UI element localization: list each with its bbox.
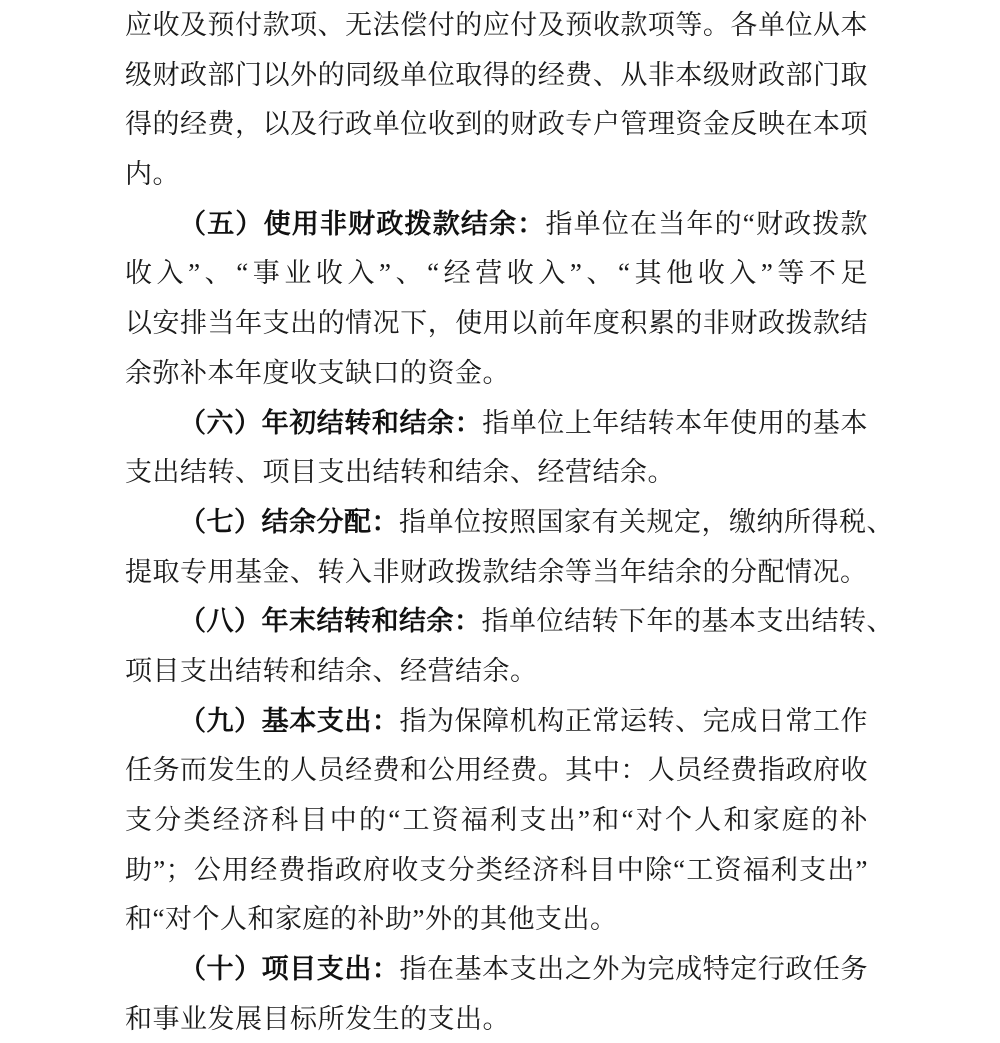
paragraph bbox=[125, 498, 894, 597]
text-line: 余弥补本年度收支缺口的资金。 bbox=[125, 357, 510, 388]
paragraph-text: 指单位结转下年的基本支出结转、 bbox=[481, 606, 894, 637]
text-line bbox=[125, 200, 868, 250]
paragraph-heading: （十）项目支出： bbox=[179, 954, 400, 985]
text-line: 和事业发展目标所发生的支出。 bbox=[125, 1003, 510, 1034]
text-column bbox=[125, 1, 894, 1043]
paragraph-heading: （六）年初结转和结余： bbox=[179, 407, 483, 438]
text-line bbox=[125, 697, 868, 747]
text-line: 任务而发生的人员经费和公用经费。其中：人员经费指政府收 bbox=[125, 755, 868, 786]
paragraph bbox=[125, 200, 868, 399]
paragraph-heading: （八）年末结转和结余： bbox=[179, 606, 482, 637]
text-line: 级财政部门以外的同级单位取得的经费、从非本级财政部门取 bbox=[125, 59, 868, 90]
text-line: 收入”、“事业收入”、“经营收入”、“其他收入”等不足 bbox=[125, 258, 868, 289]
paragraph bbox=[125, 399, 868, 498]
text-line bbox=[125, 597, 894, 647]
text-line: 支分类经济科目中的“工资福利支出”和“对个人和家庭的补 bbox=[125, 805, 868, 835]
paragraph bbox=[125, 945, 868, 1043]
paragraph-heading: （九）基本支出： bbox=[179, 705, 400, 736]
paragraph-text: 指在基本支出之外为完成特定行政任务 bbox=[399, 954, 868, 985]
text-line bbox=[125, 945, 868, 995]
paragraph-text: 指单位按照国家有关规定，缴纳所得税、 bbox=[399, 506, 894, 537]
text-line: 应收及预付款项、无法偿付的应付及预收款项等。各单位从本 bbox=[125, 10, 868, 40]
text-line: 得的经费，以及行政单位收到的财政专户管理资金反映在本项 bbox=[125, 109, 868, 140]
paragraph-text: 指单位在当年的“财政拨款 bbox=[545, 208, 869, 239]
text-line: 和“对个人和家庭的补助”外的其他支出。 bbox=[125, 904, 618, 935]
text-line: 项目支出结转和结余、经营结余。 bbox=[125, 655, 538, 686]
text-line: 内。 bbox=[125, 159, 180, 190]
text-line: 助”；公用经费指政府收支分类经济科目中除“工资福利支出” bbox=[125, 854, 868, 885]
text-line: 支出结转、项目支出结转和结余、经营结余。 bbox=[125, 457, 675, 488]
paragraph bbox=[125, 1, 868, 200]
text-line bbox=[125, 399, 868, 449]
paragraph-text: 指单位上年结转本年使用的基本 bbox=[482, 407, 868, 438]
text-line bbox=[125, 498, 894, 548]
paragraph bbox=[125, 597, 894, 696]
text-line: 以安排当年支出的情况下，使用以前年度积累的非财政拨款结 bbox=[125, 308, 868, 339]
paragraph-heading: （七）结余分配： bbox=[179, 506, 399, 537]
text-line: 提取专用基金、转入非财政拨款结余等当年结余的分配情况。 bbox=[125, 556, 868, 587]
paragraph-heading: （五）使用非财政拨款结余： bbox=[179, 208, 546, 239]
paragraph bbox=[125, 697, 868, 945]
paragraph-text: 指为保障机构正常运转、完成日常工作 bbox=[399, 705, 868, 736]
